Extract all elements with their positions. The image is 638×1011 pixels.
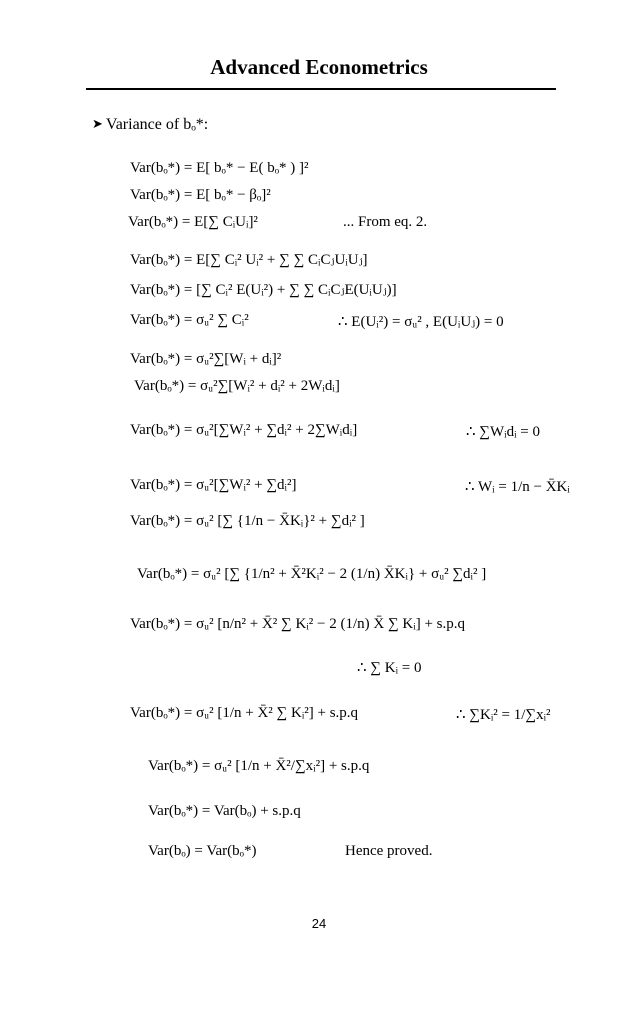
equation-rhs: σᵤ² [∑ {1/n² + X̄²Kᵢ² − 2 (1/n) X̄Kᵢ} + σᵤ² ∑dᵢ² ] (203, 566, 487, 582)
equation-lhs: Var(bₒ*) = (130, 351, 193, 367)
equation-rhs: Var(bₒ*) (206, 843, 257, 859)
equation-rhs: E[∑ CᵢUᵢ]² (194, 214, 258, 230)
equation-line (130, 616, 465, 633)
equation-rhs: σᵤ²[∑Wᵢ² + ∑dᵢ²] (196, 477, 297, 493)
equation-lhs: Var(bₒ*) = (130, 187, 193, 203)
equation-rhs: σᵤ²∑[Wᵢ + dᵢ]² (196, 351, 282, 367)
equation-lhs: Var(bₒ*) = (128, 214, 191, 230)
equation-lhs: Var(bₒ*) = (130, 422, 193, 438)
equation-rhs: E[ bₒ* − E( bₒ* ) ]² (196, 160, 309, 176)
equation-note: Hence proved. (345, 843, 433, 859)
equation-lhs: Var(bₒ*) = (130, 477, 193, 493)
equation-line (130, 187, 271, 204)
equation-lhs: Var(bₒ*) = (130, 252, 193, 268)
equation-line (148, 843, 256, 860)
equation-lhs: Var(bₒ*) = (134, 378, 197, 394)
equation-note: ∴ ∑Wᵢdᵢ = 0 (466, 424, 541, 440)
equation-line (148, 758, 369, 775)
equation-line (130, 513, 365, 530)
equation-lhs: Var(bₒ*) = (130, 705, 193, 721)
equation-lhs: Var(bₒ*) = (130, 312, 193, 328)
arrow-bullet-icon: ➤ (92, 116, 103, 131)
equation-line (130, 312, 249, 329)
equation-note: ... From eq. 2. (343, 214, 428, 230)
equation-lhs: Var(bₒ*) = (137, 566, 200, 582)
equation-rhs: σᵤ²[∑Wᵢ² + ∑dᵢ² + 2∑Wᵢdᵢ] (196, 422, 358, 438)
equation-lhs: Var(bₒ*) = (130, 282, 193, 298)
equation-rhs: E[ bₒ* − βₒ]² (196, 187, 271, 203)
section-heading (92, 116, 208, 134)
equation-line (137, 566, 486, 583)
page-number: 24 (311, 916, 327, 931)
equation-line (130, 160, 309, 177)
equation-line (130, 252, 368, 269)
equation-line (130, 477, 297, 494)
equation-lhs: Var(bₒ*) = (148, 758, 211, 774)
equation-rhs: σᵤ² [n/n² + X̄² ∑ Kᵢ² − 2 (1/n) X̄ ∑ Kᵢ] + s.p.q (196, 616, 465, 632)
section-heading-text: Variance of bₒ*: (105, 116, 209, 133)
equation-line (148, 803, 301, 820)
page-title: Advanced Econometrics (210, 55, 428, 79)
equation-lhs: Var(bₒ*) = (130, 513, 193, 529)
equation-line (130, 351, 281, 368)
equation-rhs: Var(bₒ) + s.p.q (213, 803, 301, 819)
equation-rhs: σᵤ²∑[Wᵢ² + dᵢ² + 2Wᵢdᵢ] (200, 378, 340, 394)
equation-rhs: E[∑ Cᵢ² Uᵢ² + ∑ ∑ CᵢCⱼUᵢUⱼ] (196, 252, 368, 268)
equation-note: ∴ Wᵢ = 1/n − X̄Kᵢ (465, 479, 570, 495)
equation-note: ∴ ∑ Kᵢ = 0 (357, 660, 422, 676)
equation-lhs: Var(bₒ*) = (130, 160, 193, 176)
equation-line (134, 378, 340, 395)
equation-rhs: σᵤ² [1/n + X̄²/∑xᵢ²] + s.p.q (214, 758, 370, 774)
title-divider (86, 88, 556, 90)
equation-lhs: Var(bₒ) = (148, 843, 203, 859)
equation-rhs: [∑ Cᵢ² E(Uᵢ²) + ∑ ∑ CᵢCⱼE(UᵢUⱼ)] (196, 282, 397, 298)
equation-line (128, 214, 258, 231)
equation-lhs: Var(bₒ*) = (148, 803, 211, 819)
equation-line (130, 705, 358, 722)
equation-note: ∴ ∑Kᵢ² = 1/∑xᵢ² (456, 707, 551, 723)
equation-rhs: σᵤ² [∑ {1/n − X̄Kᵢ}² + ∑dᵢ² ] (196, 513, 365, 529)
equation-rhs: σᵤ² [1/n + X̄² ∑ Kᵢ²] + s.p.q (196, 705, 359, 721)
equation-note: ∴ E(Uᵢ²) = σᵤ² , E(UᵢUⱼ) = 0 (338, 314, 504, 330)
equation-rhs: σᵤ² ∑ Cᵢ² (196, 312, 249, 328)
equation-lhs: Var(bₒ*) = (130, 616, 193, 632)
equation-line (130, 282, 397, 299)
equation-line (130, 422, 357, 439)
